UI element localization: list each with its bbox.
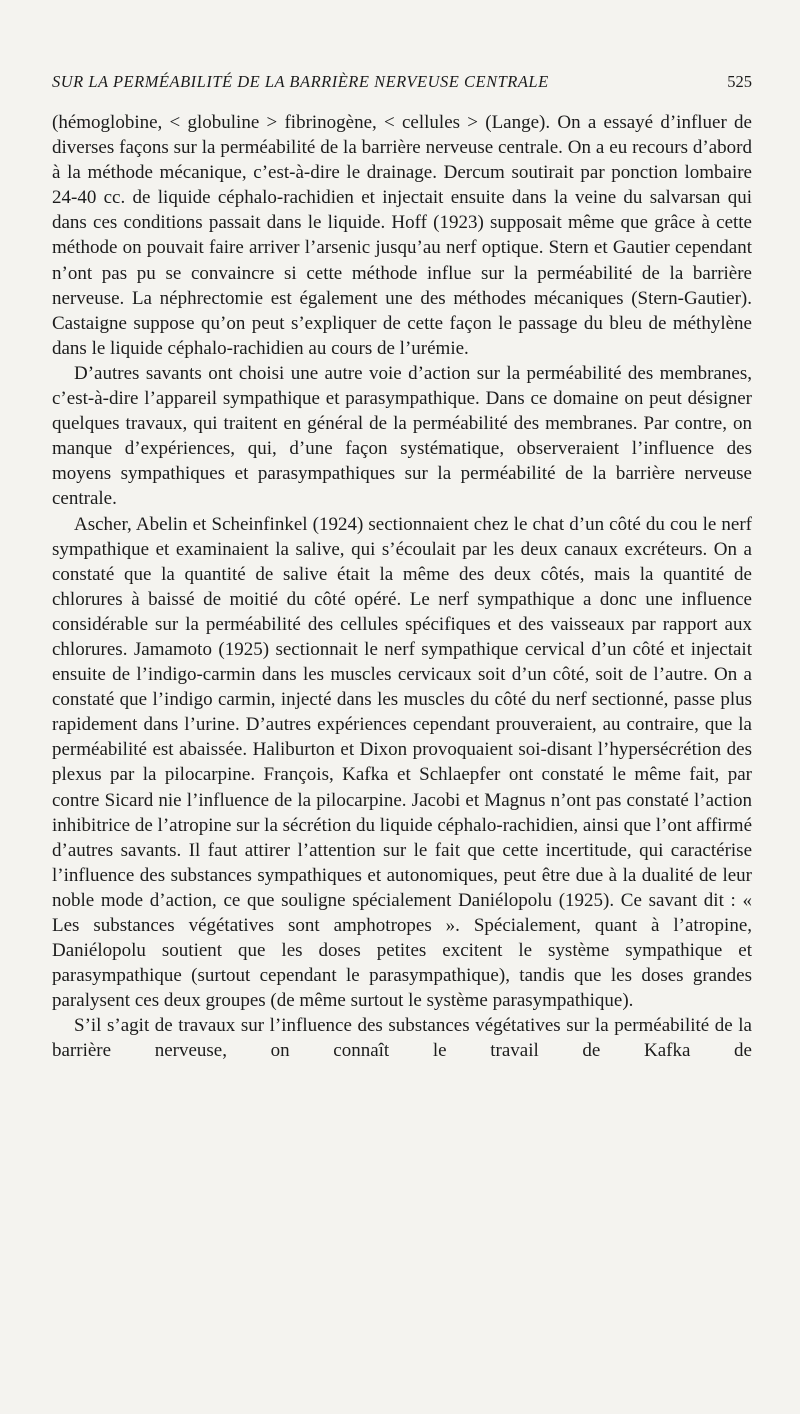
paragraph-1: (hémoglobine, < globuline > fibrinogène, < cellules > (Lange). On a essayé d’influer de diverses façons sur la perméabilité de la barrière nerveuse centrale. On a eu recours d’abord à la méthode mécanique, c’est-à-dire le drainage. Dercum soutirait par ponction lombaire 24-40 cc. de liquide céphalo-rachidien et injectait ensuite dans la veine du salvarsan qui dans ces conditions passait dans le liquide. Hoff (1923) supposait même que grâce à cette méthode on pouvait faire arriver l’arsenic jusqu’au nerf optique. Stern et Gautier cependant n’ont pas pu se convaincre si cette méthode influe sur la perméabilité de la barrière nerveuse. La néphrectomie est également une des méthodes mécaniques (Stern-Gautier). Castaigne suppose qu’on peut s’expliquer de cette façon le passage du bleu de méthylène dans le liquide céphalo-rachidien au cours de l’urémie.: [52, 112, 752, 359]
paragraph-3: Ascher, Abelin et Scheinfinkel (1924) sectionnaient chez le chat d’un côté du cou le nerf sympathique et examinaient la salive, qui s’écoulait par les deux canaux excréteurs. On a constaté que la quantité de salive était la même des deux côtés, mais la quantité de chlorures à baissé de moitié du côté opéré. Le nerf sympathique a donc une influence considérable sur la perméabilité des cellules spécifiques et des vaisseaux par rapport aux chlorures. Jamamoto (1925) sectionnait le nerf sympathique cervical d’un côté et injectait ensuite de l’indigo-carmin dans les muscles cervicaux soit d’un côté, soit de l’autre. On a constaté que l’indigo carmin, injecté dans les muscles du côté du nerf sectionné, passe plus rapidement dans l’urine. D’autres expériences cependant prouveraient, au contraire, que la perméabilité est abaissée. Haliburton et Dixon provoquaient soi-disant l’hypersécrétion des plexus par la pilocarpine. François, Kafka et Schlaepfer ont constaté le même fait, par contre Sicard nie l’influence de la pilocarpine. Jacobi et Magnus n’ont pas constaté l’action inhibitrice de l’atropine sur la sécrétion du liquide céphalo-rachidien, ainsi que l’ont affirmé d’autres savants. Il faut attirer l’attention sur le fait que cette incertitude, qui caractérise l’influence des substances sympathiques et autonomiques, peut être due à la dualité de leur noble mode d’action, ce que souligne spécialement Daniélopolu (1925). Ce savant dit : « Les substances végétatives sont amphotropes ». Spécialement, quant à l’atropine, Daniélopolu soutient que les doses petites excitent le système sympathique et parasympathique (surtout cependant le parasympathique), tandis que les doses grandes paralysent ces deux groupes (de même surtout le système parasympathique).: [52, 513, 752, 1012]
running-title: SUR LA PERMÉABILITÉ DE LA BARRIÈRE NERVEUSE CENTRALE: [52, 72, 549, 91]
book-page: [52, 72, 752, 1064]
body-text: [52, 110, 752, 1064]
page-number: 525: [727, 72, 752, 91]
paragraph-2: D’autres savants ont choisi une autre voie d’action sur la perméabilité des membranes, c’est-à-dire l’appareil sympathique et parasympathique. Dans ce domaine on peut désigner quelques travaux, qui traitent en général de la perméabilité des membranes. Par contre, on manque d’expériences, qui, d’une façon systématique, observeraient l’influence des moyens sympathiques et parasympathiques sur la perméabilité de la barrière nerveuse centrale.: [52, 362, 752, 510]
paragraph-4: S’il s’agit de travaux sur l’influence des substances végétatives sur la perméabilité de la barrière nerveuse, on connaît le travail de Kafka de: [52, 1015, 752, 1062]
running-header: [52, 72, 752, 102]
